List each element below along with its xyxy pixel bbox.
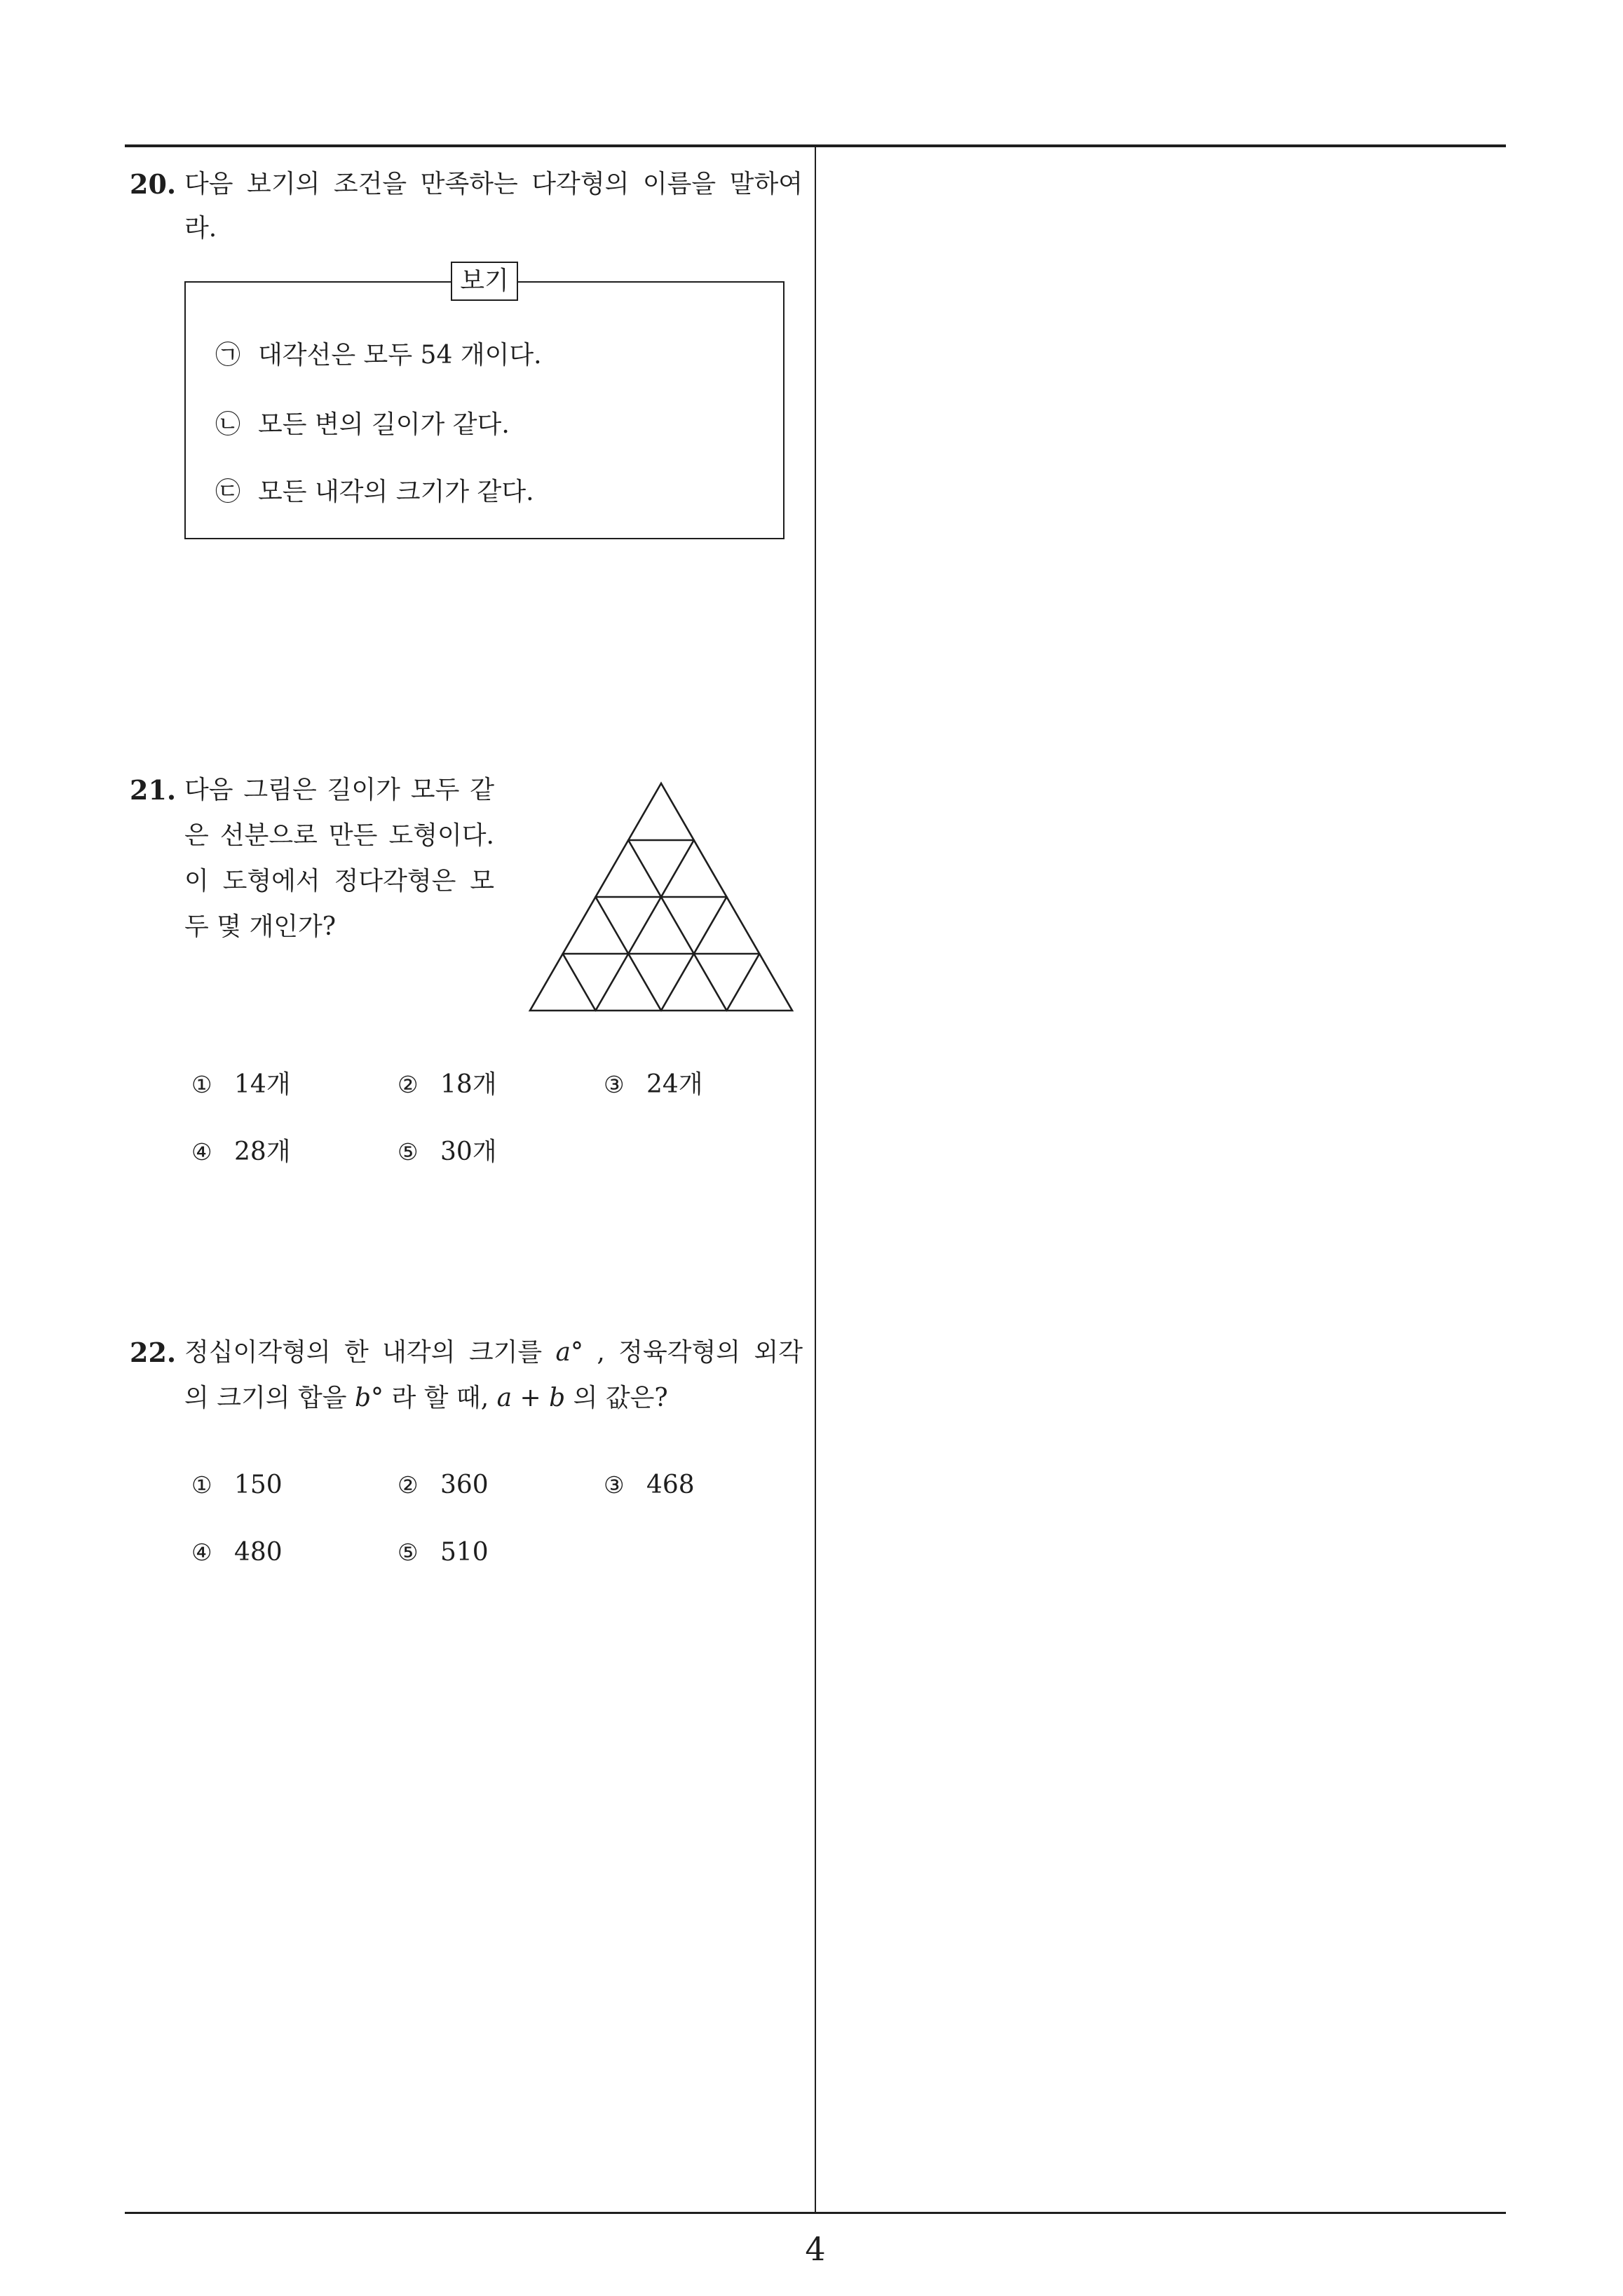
- choice-marker: ④: [191, 1539, 212, 1566]
- math-operator-plus: +: [512, 1384, 550, 1412]
- choice-5: [398, 1534, 489, 1571]
- text-segment: , 정육각형의 외각: [583, 1338, 803, 1367]
- choice-text: 30개: [440, 1137, 497, 1166]
- choice-marker: ⑤: [398, 1138, 419, 1166]
- choice-text: 510: [440, 1538, 489, 1567]
- left-parallel-line-1: [596, 840, 694, 1011]
- choice-5: [398, 1134, 497, 1170]
- choice-2: [398, 1467, 489, 1504]
- math-variable-b: b: [355, 1384, 372, 1412]
- choice-1: [191, 1067, 291, 1103]
- choice-marker: ③: [604, 1071, 625, 1098]
- choice-text: 468: [646, 1471, 695, 1499]
- math-variable-a: a: [496, 1384, 512, 1412]
- question-text-line-1: 다음 보기의 조건을 만족하는 다각형의 이름을 말하여: [184, 170, 803, 198]
- choice-text: 14개: [234, 1070, 291, 1099]
- choice-3: [604, 1467, 695, 1504]
- degree-symbol: °: [371, 1384, 384, 1412]
- choice-marker: ②: [398, 1071, 419, 1098]
- right-parallel-line-1: [628, 840, 726, 1011]
- choice-3: [604, 1067, 703, 1103]
- choice-text: 28개: [234, 1137, 291, 1166]
- math-variable-b: b: [549, 1384, 566, 1412]
- bottom-rule: [125, 2212, 1506, 2214]
- question-text-line-2: 은 선분으로 만든 도형이다.: [184, 821, 494, 850]
- choice-text: 150: [234, 1471, 283, 1499]
- right-parallel-line-3: [563, 954, 596, 1011]
- question-text-line-2: 라.: [184, 214, 217, 243]
- choice-2: [398, 1067, 497, 1103]
- choice-text: 24개: [646, 1070, 703, 1099]
- bogi-box: [184, 266, 785, 539]
- choice-1: [191, 1467, 283, 1504]
- choice-text: 480: [234, 1538, 283, 1567]
- choice-marker: ①: [191, 1071, 212, 1098]
- question-text-line-1: 다음 그림은 길이가 모두 같: [184, 776, 494, 804]
- choice-marker: ④: [191, 1138, 212, 1166]
- bogi-box-label: 보기: [451, 262, 518, 301]
- bogi-item-2: [215, 407, 510, 443]
- choice-marker: ③: [604, 1471, 625, 1499]
- question-number: 21.: [130, 774, 177, 806]
- page-number: 4: [805, 2230, 826, 2268]
- question-text-line-1: [184, 1335, 803, 1371]
- question-text-line-3: 이 도형에서 정다각형은 모: [184, 867, 494, 896]
- bogi-item-1: [215, 337, 542, 374]
- question-number: 22.: [130, 1337, 177, 1368]
- text-segment: 정십이각형의 한 내각의 크기를: [184, 1338, 556, 1367]
- choice-marker: ②: [398, 1471, 419, 1499]
- triangle-grid-figure: [523, 775, 799, 1018]
- choice-4: [191, 1534, 283, 1571]
- degree-symbol: °: [571, 1338, 584, 1367]
- item-marker: ㉡: [215, 410, 241, 439]
- question-text-line-2: [184, 1380, 668, 1417]
- bogi-item-3: [215, 474, 534, 511]
- choice-4: [191, 1134, 291, 1170]
- choice-text: 18개: [440, 1070, 497, 1099]
- left-parallel-line-3: [727, 954, 760, 1011]
- item-text: 모든 변의 길이가 같다.: [258, 410, 510, 439]
- math-variable-a: a: [555, 1338, 571, 1367]
- choice-text: 360: [440, 1471, 489, 1499]
- question-number: 20.: [130, 168, 177, 200]
- item-marker: ㉢: [215, 478, 241, 506]
- text-segment: 라 할 때,: [383, 1384, 497, 1412]
- text-segment: 의 크기의 합을: [184, 1384, 355, 1412]
- column-divider: [815, 146, 816, 2213]
- choice-marker: ⑤: [398, 1539, 419, 1566]
- item-text: 모든 내각의 크기가 같다.: [258, 478, 534, 506]
- text-segment: 의 값은?: [565, 1384, 668, 1412]
- question-text-line-4: 두 몇 개인가?: [184, 912, 337, 941]
- choice-marker: ①: [191, 1471, 212, 1499]
- item-marker: ㉠: [215, 341, 241, 370]
- item-text: 대각선은 모두 54 개이다.: [258, 341, 542, 370]
